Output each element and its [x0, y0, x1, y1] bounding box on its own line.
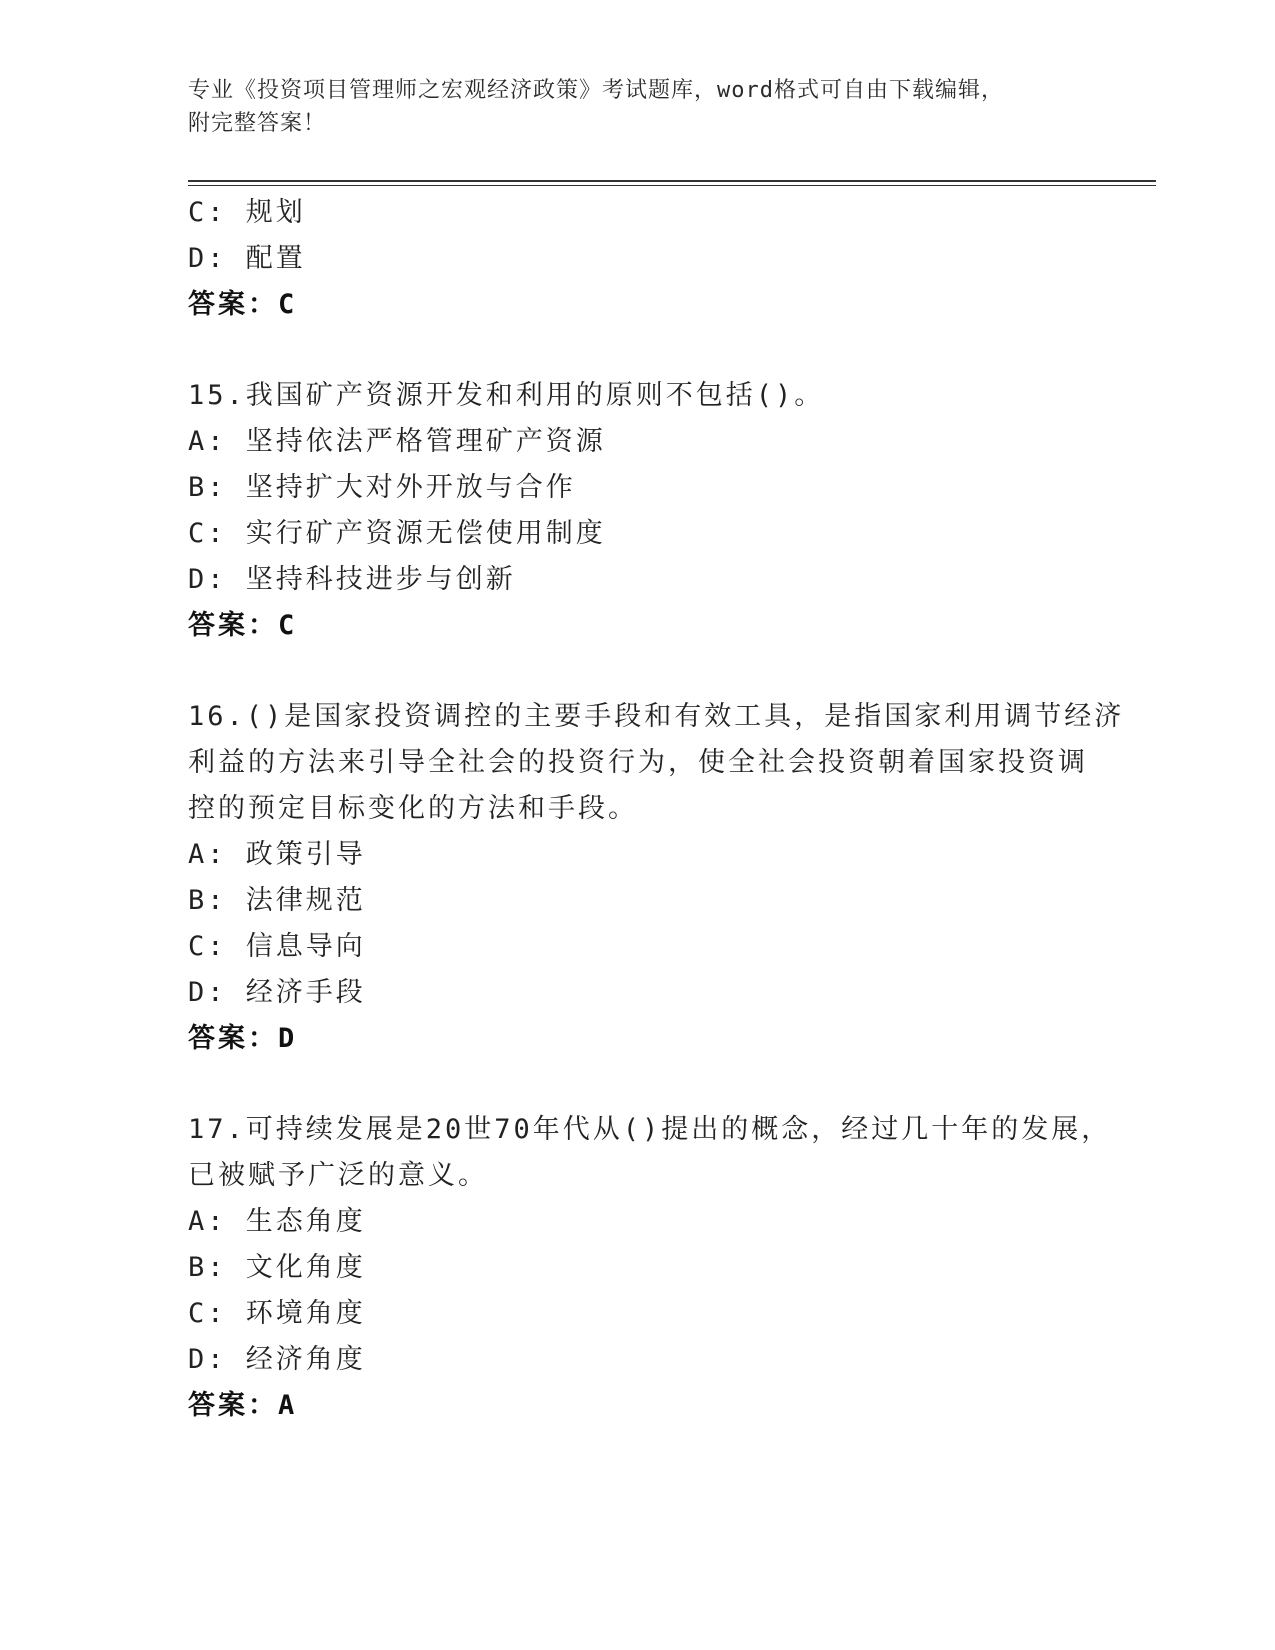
option-a: A: 生态角度 [188, 1206, 366, 1237]
option-c: C: 环境角度 [188, 1298, 366, 1329]
question-text: 控的预定目标变化的方法和手段。 [188, 793, 638, 824]
question-text: 利益的方法来引导全社会的投资行为，使全社会投资朝着国家投资调 [188, 747, 1088, 778]
option-d: D: 经济角度 [188, 1344, 366, 1375]
option-a: A: 坚持依法严格管理矿产资源 [188, 426, 606, 457]
option-c: C: 实行矿产资源无偿使用制度 [188, 518, 606, 549]
option-d: D: 坚持科技进步与创新 [188, 564, 516, 595]
header-line-2: 附完整答案！ [188, 111, 327, 136]
option-c: C: 规划 [188, 197, 306, 228]
option-c: C: 信息导向 [188, 931, 366, 962]
question-17 [188, 1107, 1112, 1429]
question-content [188, 190, 1125, 1429]
answer-line: 答案：C [188, 610, 298, 641]
spacer [188, 649, 1088, 694]
answer-line: 答案：D [188, 1023, 298, 1054]
question-fragment [188, 190, 1088, 328]
option-b: B: 法律规范 [188, 885, 366, 916]
answer-line: 答案：A [188, 1390, 298, 1421]
question-text: 已被赋予广泛的意义。 [188, 1160, 488, 1191]
question-text: 15.我国矿产资源开发和利用的原则不包括()。 [188, 380, 825, 411]
question-16 [188, 694, 1125, 1062]
header-divider-thin [188, 185, 1156, 186]
option-b: B: 文化角度 [188, 1252, 366, 1283]
option-b: B: 坚持扩大对外开放与合作 [188, 472, 576, 503]
document-header [188, 74, 1088, 140]
question-text: 16.()是国家投资调控的主要手段和有效工具，是指国家利用调节经济 [188, 701, 1125, 732]
spacer [188, 1062, 1088, 1107]
answer-line: 答案：C [188, 289, 298, 320]
spacer [188, 328, 1088, 373]
header-line-1: 专业《投资项目管理师之宏观经济政策》考试题库，word格式可自由下载编辑， [188, 78, 1004, 103]
option-d: D: 配置 [188, 243, 306, 274]
question-text: 17.可持续发展是20世70年代从()提出的概念，经过几十年的发展， [188, 1114, 1112, 1145]
question-15 [188, 373, 1088, 649]
option-d: D: 经济手段 [188, 977, 366, 1008]
option-a: A: 政策引导 [188, 839, 366, 870]
header-divider-thick [188, 180, 1156, 182]
